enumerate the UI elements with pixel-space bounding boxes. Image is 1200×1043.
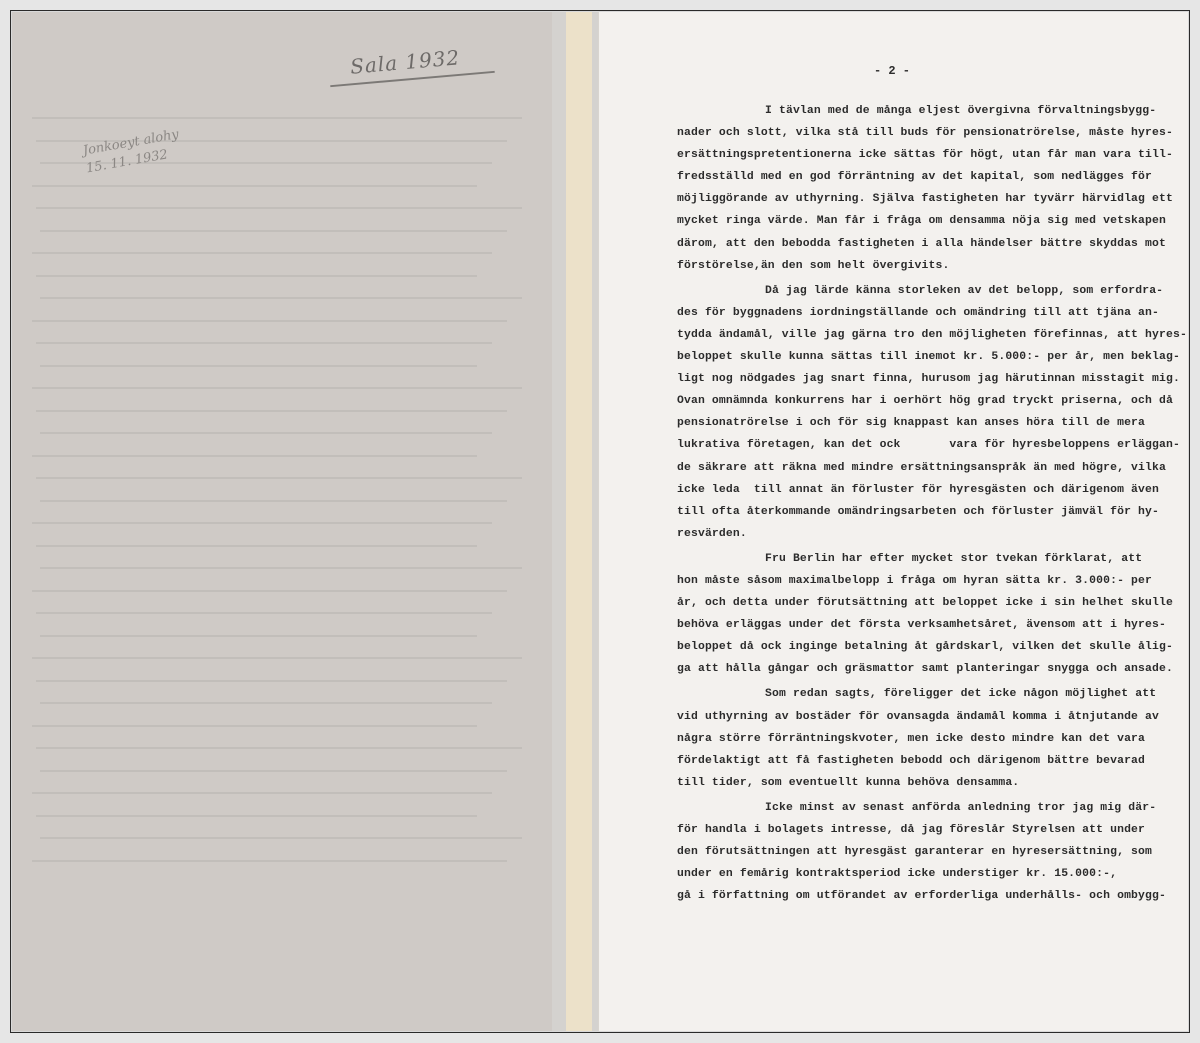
text-line: hon måste såsom maximalbelopp i fråga om hyran sätta kr. 3.000:- per <box>677 574 1153 587</box>
bleed-through-line <box>36 275 477 277</box>
handwritten-annotation-date: Jonkoeyt alohy 15. 11. 1932 <box>81 127 180 177</box>
text-line: Då jag lärde känna storleken av det belopp, som erfordra- <box>765 284 1164 297</box>
bleed-through-line <box>32 860 507 862</box>
text-line: vid uthyrning av bostäder för ovansagda ändamål komma i åtnjutande av <box>677 710 1159 723</box>
bleed-through-line <box>32 657 522 659</box>
bleed-through-line <box>36 410 507 412</box>
text-line: fredsställd med en god förräntning av det kapital, som nedlägges för <box>677 171 1153 184</box>
text-line: några större förräntningskvoter, men icke desto mindre kan det vara <box>677 732 1146 745</box>
bleed-through-line <box>40 162 492 164</box>
bleed-through-line <box>36 680 507 682</box>
text-line: under en femårig kontraktsperiod icke understiger kr. 15.000:-, <box>677 868 1118 881</box>
text-line: Ovan omnämnda konkurrens har i oerhört hög grad tryckt priserna, och då <box>677 395 1173 408</box>
text-line: gå i författning om utförandet av erforderliga underhålls- och ombygg- <box>677 890 1166 903</box>
text-line: nader och slott, vilka stå till buds för pensionatrörelse, måste hyres- <box>677 127 1173 140</box>
bleed-through-line <box>32 320 507 322</box>
text-line: Icke minst av senast anförda anledning tror jag mig där- <box>765 801 1157 814</box>
bleed-through-line <box>32 252 492 254</box>
right-page <box>598 12 1188 1031</box>
text-line: des för byggnadens iordningställande och omändring till att tjäna an- <box>677 306 1159 319</box>
text-line: tydda ändamål, ville jag gärna tro den möjligheten förefinnas, att hyres- <box>677 328 1187 341</box>
bleed-through-line <box>36 140 507 142</box>
text-line: ersättningspretentionerna icke sättas för högt, utan får man vara till- <box>677 149 1173 162</box>
bleed-through-line <box>36 342 492 344</box>
typed-letter-body <box>677 100 1187 907</box>
text-line: pensionatrörelse i och för sig knappast kan anses höra till de mera <box>677 417 1146 430</box>
text-line: möjliggörande av uthyrning. Själva fastigheten har tyvärr härvidlag ett <box>677 193 1173 206</box>
bleed-through-line <box>40 567 522 569</box>
left-page <box>12 12 552 1031</box>
text-line: de säkrare att räkna med mindre ersättningsanspråk än med högre, vilka <box>677 461 1166 474</box>
text-line: fördelaktigt att få fastigheten bebodd och därigenom bättre bevarad <box>677 754 1146 767</box>
bleed-through-line <box>32 522 492 524</box>
binding-strip <box>566 12 592 1031</box>
bleed-through-line <box>40 635 477 637</box>
bleed-through-line <box>32 117 522 119</box>
text-line: till tider, som eventuellt kunna behöva densamma. <box>677 776 1020 789</box>
text-line: för handla i bolagets intresse, då jag föreslår Styrelsen att under <box>677 824 1146 836</box>
bleed-through-line <box>40 297 522 299</box>
text-line: I tävlan med de många eljest övergivna förvaltningsbygg- <box>765 105 1157 117</box>
handwritten-annotation-year: Sala 1932 <box>349 45 462 79</box>
bleed-through-line <box>36 545 477 547</box>
bleed-through-line <box>36 612 492 614</box>
bleed-through-line <box>36 815 477 817</box>
bleed-through-line <box>40 500 507 502</box>
text-line: beloppet skulle kunna sättas till inemot kr. 5.000:- per år, men beklag- <box>677 351 1180 364</box>
bleed-through-line <box>40 230 507 232</box>
text-line: behöva erläggas under det första verksamhetsåret, ävensom att i hyres- <box>677 619 1166 632</box>
bleed-through-line <box>36 747 522 749</box>
bleed-through-line <box>32 590 507 592</box>
bleed-through-line <box>40 837 522 839</box>
text-line: mycket ringa värde. Man får i fråga om densamma nöja sig med vetskapen <box>677 215 1166 228</box>
text-line: därom, att den bebodda fastigheten i alla händelser bättre skyddas mot <box>677 237 1166 250</box>
text-line: år, och detta under förutsättning att beloppet icke i sin helhet skulle <box>677 597 1173 610</box>
bleed-through-line <box>40 432 492 434</box>
text-line: till ofta återkommande omändringsarbeten och förluster jämväl för hy- <box>677 505 1159 518</box>
text-line: Som redan sagts, föreligger det icke någon möjlighet att <box>765 688 1157 701</box>
text-line: den förutsättningen att hyresgäst garanterar en hyresersättning, som <box>677 846 1153 859</box>
page-number: - 2 - <box>874 64 911 78</box>
bleed-through-line <box>36 207 522 209</box>
bleed-through-line <box>40 365 477 367</box>
bleed-through-line <box>32 455 477 457</box>
bleed-through-line <box>40 770 507 772</box>
text-line: Fru Berlin har efter mycket stor tvekan förklarat, att <box>765 552 1143 565</box>
text-line: icke leda till annat än förluster för hyresgästen och därigenom även <box>677 483 1159 496</box>
text-line: ligt nog nödgades jag snart finna, hurusom jag härutinnan misstagit mig. <box>677 373 1180 386</box>
text-line: ga att hålla gångar och gräsmattor samt planteringar snygga och ansade. <box>677 663 1173 676</box>
text-line: förstörelse,än den som helt övergivits. <box>677 259 950 272</box>
bleed-through-line <box>32 725 477 727</box>
text-line: beloppet då ock inginge betalning åt gårdskarl, vilken det skulle ålig- <box>677 641 1173 654</box>
bleed-through-line <box>32 792 492 794</box>
bleed-through-line <box>32 185 477 187</box>
bleed-through-line <box>36 477 522 479</box>
bleed-through-line <box>40 702 492 704</box>
text-line: resvärden. <box>677 527 747 540</box>
bleed-through-line <box>32 387 522 389</box>
text-line: lukrativa företagen, kan det ock vara för hyresbeloppens erläggan- <box>677 439 1180 452</box>
